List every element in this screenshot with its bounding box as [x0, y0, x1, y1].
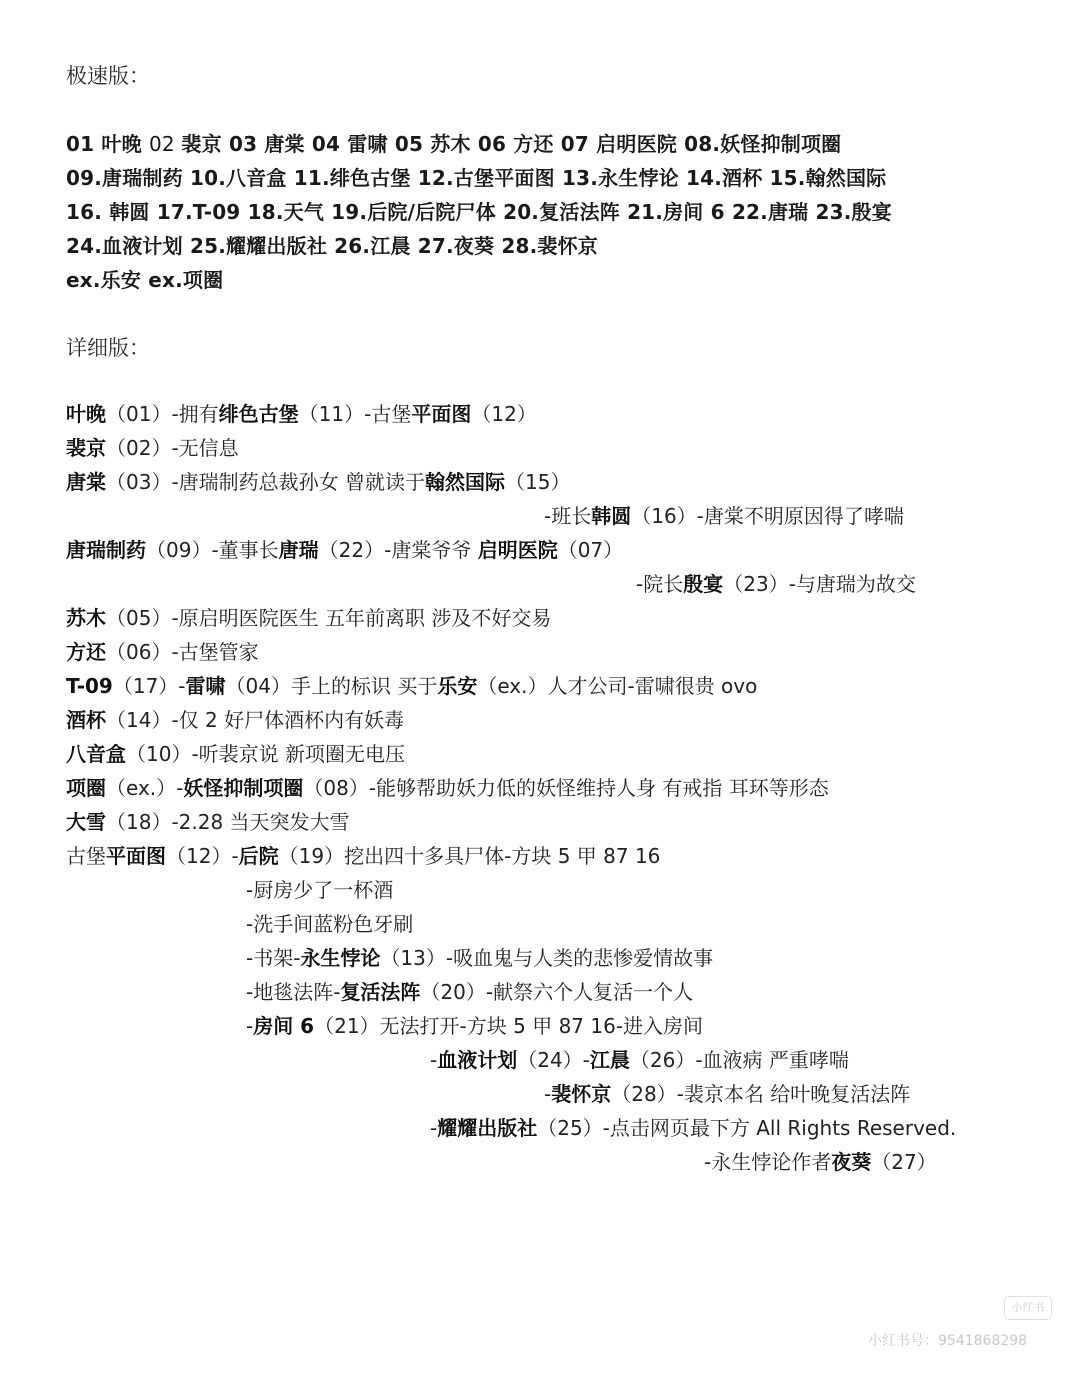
detail-text: （10）-听裴京说 新项圈无电压 — [126, 742, 406, 766]
detail-keyword: 大雪 — [66, 810, 106, 834]
detail-text: （19）挖出四十多具尸体-方块 5 甲 87 16 — [278, 844, 661, 868]
detail-text: 古堡 — [66, 844, 106, 868]
detail-text: （27） — [871, 1150, 937, 1174]
detail-line — [66, 602, 551, 631]
detail-line — [246, 976, 693, 1005]
detail-keyword: 翰然国际 — [425, 470, 506, 494]
detail-keyword: 裴怀京 — [551, 1082, 612, 1106]
detail-text: -厨房少了一杯酒 — [246, 878, 394, 902]
detail-text: - — [430, 1116, 438, 1140]
detail-keyword: 妖怪抑制项圈 — [183, 776, 304, 800]
detail-keyword: 韩圆 — [591, 504, 632, 528]
detail-text: （03）-唐瑞制药总裁孙女 曾就读于 — [106, 470, 426, 494]
detail-line — [636, 568, 916, 597]
detail-keyword: 殷宴 — [683, 572, 724, 596]
detail-line — [246, 874, 393, 903]
detail-line — [66, 636, 259, 665]
detail-keyword: 平面图 — [106, 844, 166, 868]
detail-text: （08）-能够帮助妖力低的妖怪维持人身 有戒指 耳环等形态 — [303, 776, 829, 800]
watermark-text: 小红书号：9541868298 — [868, 1333, 1028, 1349]
detail-text: （26）-血液病 严重哮喘 — [629, 1048, 849, 1072]
detail-version-heading: 详细版： — [66, 336, 150, 360]
detail-text: - — [430, 1048, 438, 1072]
detail-line — [66, 840, 660, 869]
detail-keyword: 永生悖论 — [300, 946, 381, 970]
detail-text: -书架- — [246, 946, 301, 970]
detail-keyword: 唐棠 — [66, 470, 106, 494]
detail-text: （05）-原启明医院医生 五年前离职 涉及不好交易 — [106, 606, 552, 630]
detail-text: （20）-献祭六个人复活一个人 — [420, 980, 694, 1004]
detail-line — [66, 806, 350, 835]
detail-keyword: 裴京 — [66, 436, 106, 460]
detail-line — [704, 1146, 937, 1175]
detail-text: （ex.）人才公司-雷啸很贵 ovo — [477, 674, 758, 698]
detail-line — [246, 942, 713, 971]
detail-text: （22）-唐棠爷爷 — [318, 538, 478, 562]
detail-text: （12） — [471, 402, 537, 426]
watermark-logo: 小红书 — [1004, 1296, 1052, 1320]
quick-line-1 — [66, 128, 841, 157]
detail-line — [66, 670, 757, 699]
detail-text: - — [246, 1014, 254, 1038]
detail-text: （16）-唐棠不明原因得了哮喘 — [631, 504, 904, 528]
detail-text: （23）-与唐瑞为故交 — [723, 572, 916, 596]
detail-line — [66, 738, 405, 767]
detail-keyword: 方还 — [66, 640, 106, 664]
detail-keyword: 江晨 — [589, 1048, 630, 1072]
detail-text: （02）-无信息 — [106, 436, 239, 460]
detail-keyword: 绯色古堡 — [218, 402, 299, 426]
detail-text: （25）-点击网页最下方 All Rights Reserved. — [537, 1116, 957, 1140]
detail-keyword: 唐瑞 — [278, 538, 319, 562]
detail-keyword: 复活法阵 — [340, 980, 421, 1004]
detail-text: （ex.）- — [106, 776, 184, 800]
detail-text: （14）-仅 2 好尸体酒杯内有妖毒 — [106, 708, 405, 732]
detail-text: （24）- — [517, 1048, 590, 1072]
detail-text: （09）-董事长 — [146, 538, 279, 562]
detail-keyword: 乐安 — [437, 674, 478, 698]
detail-keyword: 酒杯 — [66, 708, 106, 732]
detail-keyword: 后院 — [238, 844, 279, 868]
detail-text: （01）-拥有 — [106, 402, 219, 426]
detail-text: （17）- — [112, 674, 186, 698]
detail-text: （13）-吸血鬼与人类的悲惨爱情故事 — [380, 946, 714, 970]
detail-text: （28）-裴京本名 给叶晚复活法阵 — [611, 1082, 911, 1106]
detail-line — [544, 1078, 910, 1107]
detail-keyword: 唐瑞制药 — [66, 538, 146, 562]
detail-keyword: T-09 — [66, 674, 113, 698]
detail-line — [66, 432, 239, 461]
detail-text: -班长 — [544, 504, 592, 528]
detail-line — [66, 466, 570, 495]
detail-text: （07） — [557, 538, 624, 562]
detail-line — [246, 908, 413, 937]
detail-text: （04）手上的标识 买于 — [225, 674, 438, 698]
detail-keyword: 房间 6 — [253, 1014, 315, 1038]
detail-line — [66, 772, 829, 801]
detail-text: -地毯法阵- — [246, 980, 341, 1004]
detail-line — [246, 1010, 703, 1039]
detail-line — [66, 534, 623, 563]
detail-keyword: 苏木 — [66, 606, 106, 630]
detail-line — [430, 1044, 849, 1073]
quick-line-2: 09.唐瑞制药 10.八音盒 11.绯色古堡 12.古堡平面图 13.永生悖论 14.酒杯 15.翰然国际 — [66, 166, 887, 190]
detail-keyword: 平面图 — [411, 402, 472, 426]
detail-keyword: 叶晚 — [66, 402, 106, 426]
quick-line-4: 24.血液计划 25.耀耀出版社 26.江晨 27.夜葵 28.裴怀京 — [66, 234, 598, 258]
quick-line-5: ex.乐安 ex.项圈 — [66, 268, 224, 292]
quick-version-heading: 极速版： — [66, 64, 150, 88]
quick-line-1-part-b: 02 — [148, 132, 182, 156]
detail-line — [66, 704, 404, 733]
detail-text: （15） — [505, 470, 571, 494]
detail-text: （12）- — [166, 844, 239, 868]
detail-text: -洗手间蓝粉色牙刷 — [246, 912, 414, 936]
detail-keyword: 雷啸 — [185, 674, 226, 698]
detail-keyword: 八音盒 — [66, 742, 126, 766]
detail-text: - — [544, 1082, 552, 1106]
detail-text: （11）-古堡 — [298, 402, 412, 426]
detail-keyword: 夜葵 — [831, 1150, 872, 1174]
detail-text: （06）-古堡管家 — [106, 640, 259, 664]
detail-text: -院长 — [636, 572, 684, 596]
detail-text: （18）-2.28 当天突发大雪 — [106, 810, 350, 834]
quick-line-3: 16. 韩圆 17.T-09 18.天气 19.后院/后院尸体 20.复活法阵 21.房间 6 22.唐瑞 23.殷宴 — [66, 200, 892, 224]
detail-keyword: 血液计划 — [437, 1048, 518, 1072]
detail-keyword: 项圈 — [66, 776, 106, 800]
quick-line-1-part-a: 01 叶晚 — [66, 132, 149, 156]
detail-line — [430, 1112, 956, 1141]
detail-keyword: 启明医院 — [477, 538, 558, 562]
detail-line — [544, 500, 904, 529]
detail-keyword: 耀耀出版社 — [437, 1116, 538, 1140]
detail-text: （21）无法打开-方块 5 甲 87 16-进入房间 — [314, 1014, 704, 1038]
detail-line — [66, 398, 537, 427]
detail-text: -永生悖论作者 — [704, 1150, 832, 1174]
quick-line-1-part-c: 裴京 03 唐棠 04 雷啸 05 苏木 06 方还 07 启明医院 08.妖怪抑制项圈 — [181, 132, 842, 156]
